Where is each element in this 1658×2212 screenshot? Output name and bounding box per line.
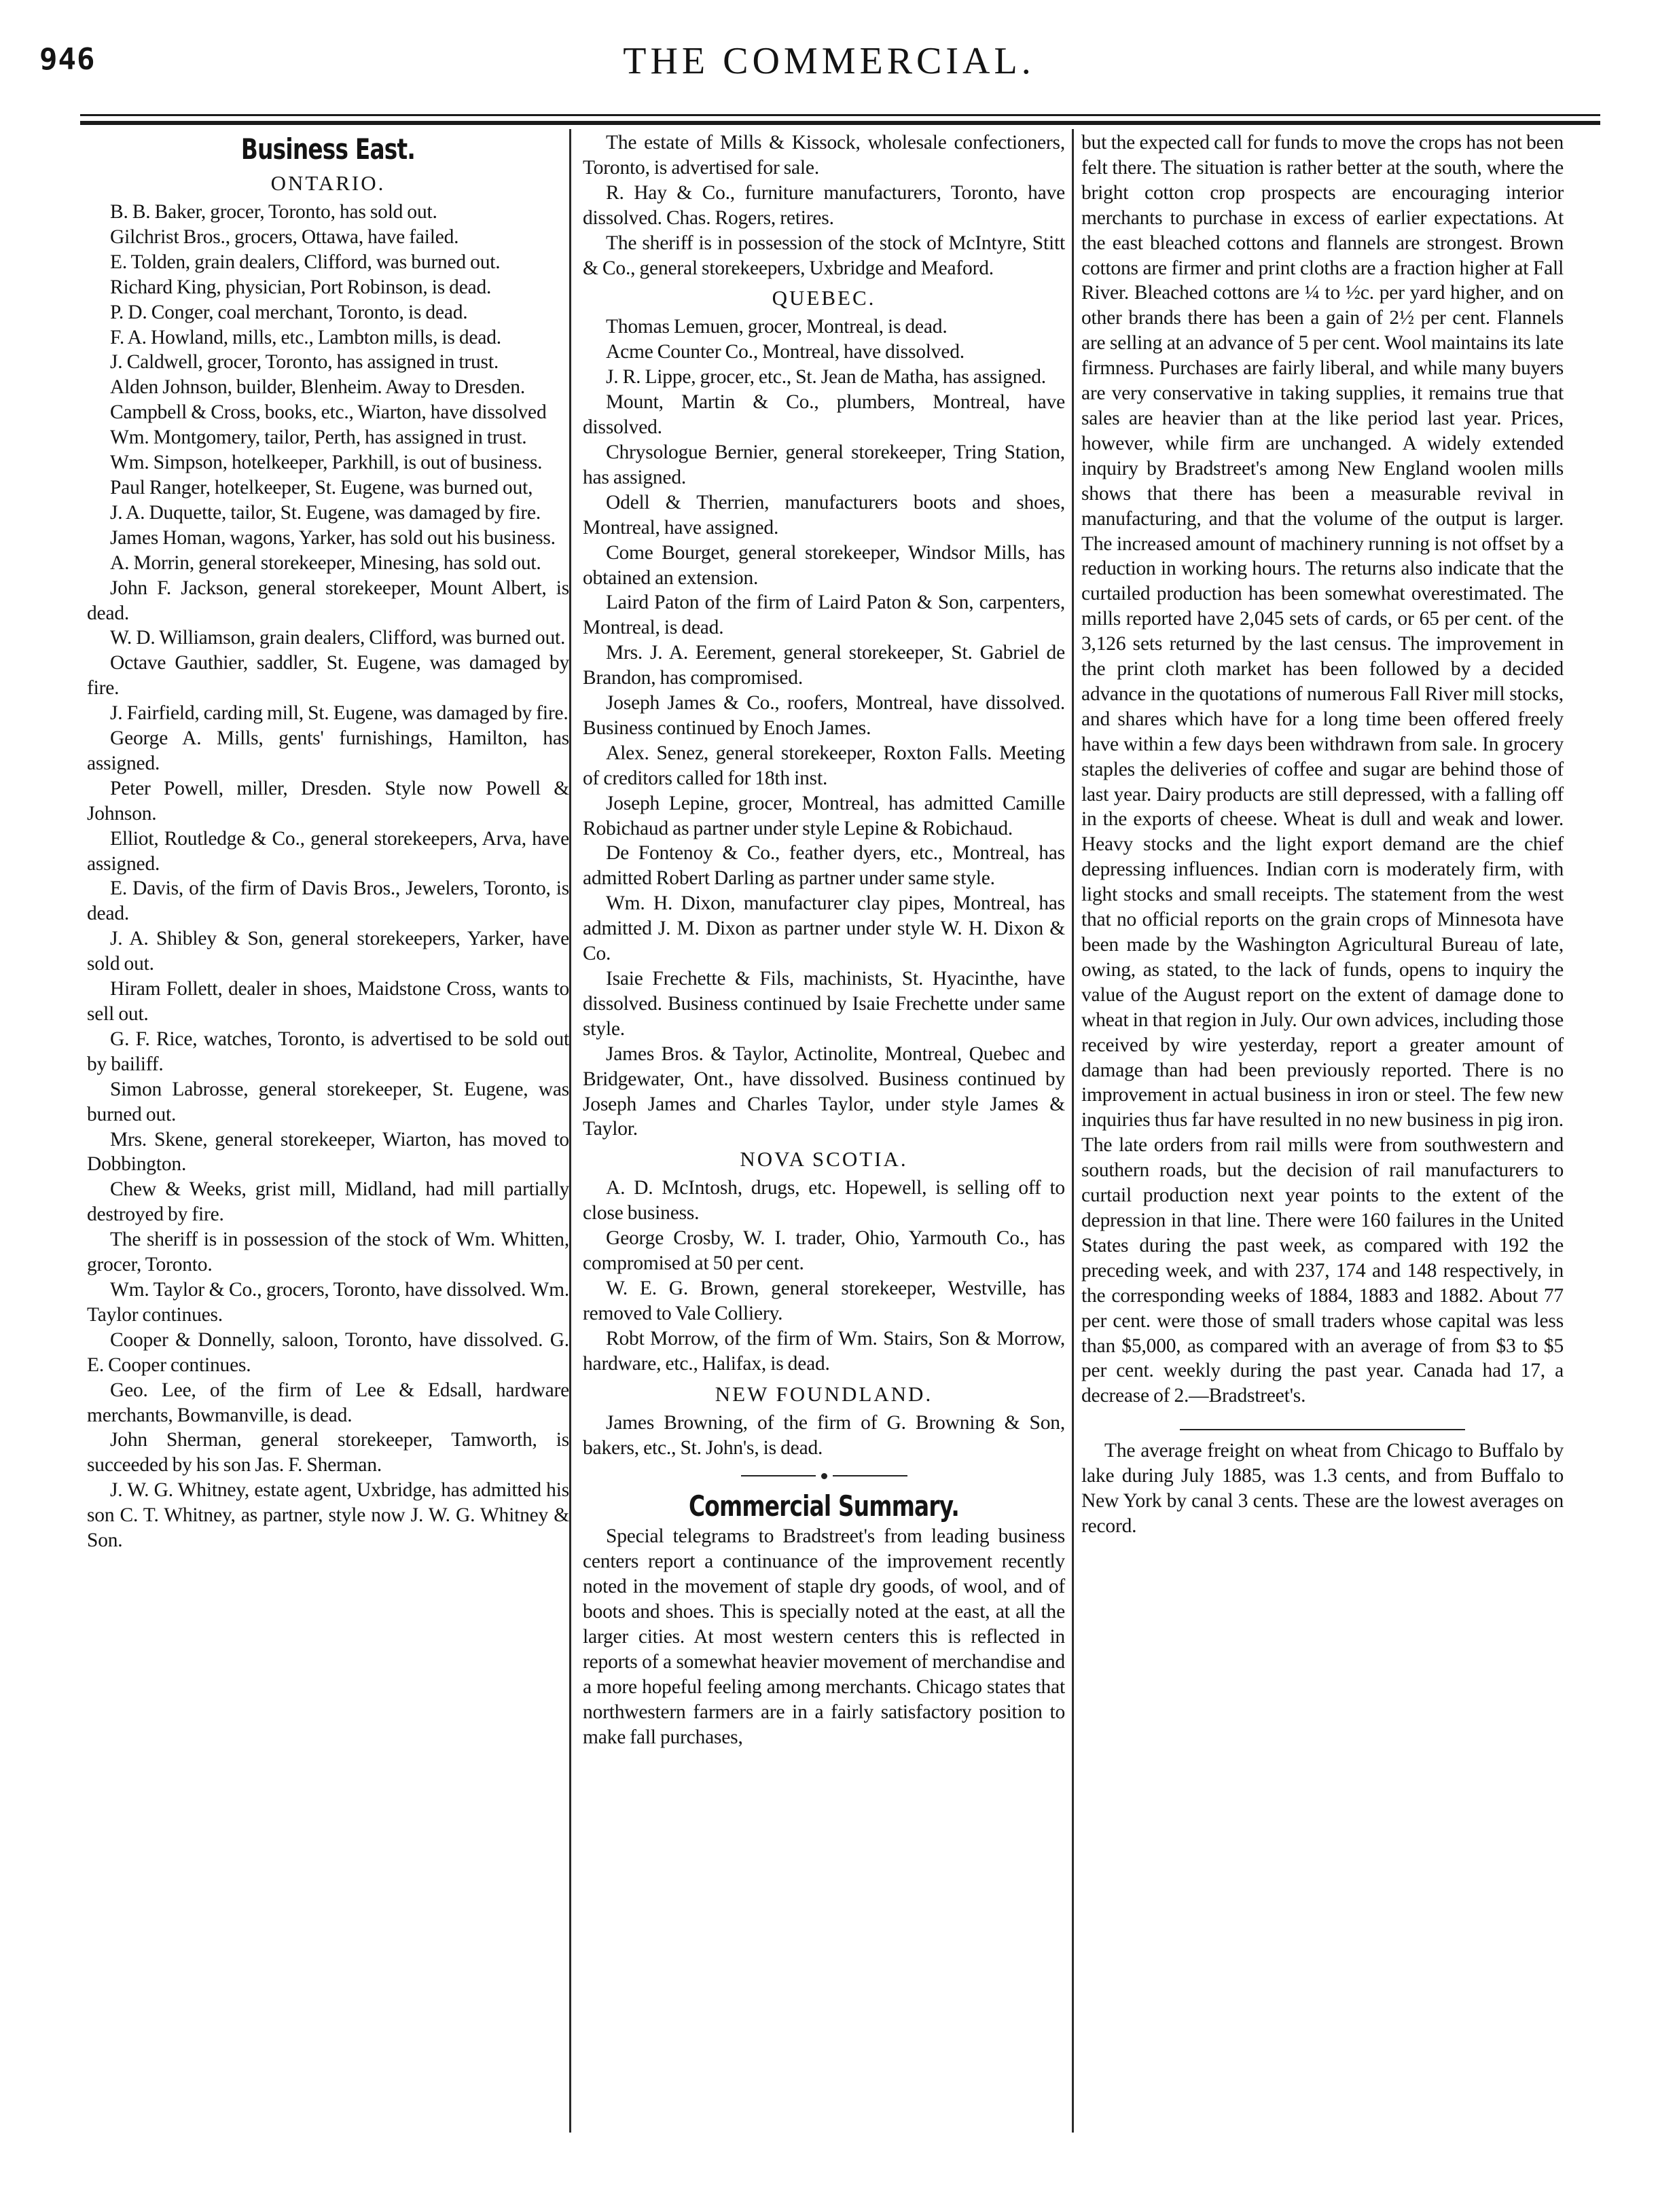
- list-item: Hiram Follett, dealer in shoes, Maidstone Cross, wants to sell out.: [87, 978, 569, 1025]
- nova-scotia-subheading: NOVA SCOTIA.: [740, 1147, 908, 1172]
- list-item: Joseph Lepine, grocer, Montreal, has admitted Camille Robichaud as partner under style Lepine & Robichaud.: [583, 792, 1065, 839]
- commercial-summary-text: Special telegrams to Bradstreet's from leading business centers report a continuance of the improvement recently noted in the movement of staple dry goods, of wool, and of boots and shoes. This is specially noted at the east, at all the larger cities. At most western centers this is reflected in reports of a somewhat heavier movement of merchandise and a more hopeful feeling among merchants. Chicago states that northwestern farmers are in a fairly satisfactory position to make fall purchases,: [583, 1525, 1065, 1748]
- list-item: George A. Mills, gents' furnishings, Hamilton, has assigned.: [87, 727, 569, 774]
- column-rule-2: [1072, 129, 1074, 2133]
- list-item: Odell & Therrien, manufacturers boots and shoes, Montreal, have assigned.: [583, 491, 1065, 539]
- list-item: J. A. Shibley & Son, general storekeepers, Yarker, have sold out.: [87, 928, 569, 975]
- list-item: J. Caldwell, grocer, Toronto, has assigned in trust.: [110, 351, 499, 374]
- list-item: J. W. G. Whitney, estate agent, Uxbridge, has admitted his son C. T. Whitney, as partner, style now J. W. G. Whitney & Son.: [87, 1479, 569, 1552]
- list-item: De Fontenoy & Co., feather dyers, etc., Montreal, has admitted Robert Darling as partner under same style.: [583, 842, 1065, 890]
- list-item: James Bros. & Taylor, Actinolite, Montreal, Quebec and Bridgewater, Ont., have dissolved. Business continued by Joseph James and Charles Taylor, under style James & Taylor.: [583, 1042, 1065, 1140]
- list-item: James Homan, wagons, Yarker, has sold out his business.: [110, 526, 556, 549]
- list-item: P. D. Conger, coal merchant, Toronto, is dead.: [110, 301, 468, 323]
- masthead-title: THE COMMERCIAL.: [623, 40, 1035, 82]
- list-item: Campbell & Cross, books, etc., Wiarton, have dissolved: [110, 401, 547, 424]
- list-item: Mount, Martin & Co., plumbers, Montreal, have dissolved.: [583, 391, 1065, 439]
- list-item: Joseph James & Co., roofers, Montreal, have dissolved. Business continued by Enoch James.: [583, 692, 1065, 739]
- list-item: Richard King, physician, Port Robinson, is dead.: [110, 276, 492, 298]
- newfoundland-subheading: NEW FOUNDLAND.: [715, 1381, 933, 1406]
- list-item: J. R. Lippe, grocer, etc., St. Jean de Matha, has assigned.: [606, 366, 1046, 388]
- list-item: John Sherman, general storekeeper, Tamworth, is succeeded by his son Jas. F. Sherman.: [87, 1429, 569, 1476]
- list-item: Wm. Simpson, hotelkeeper, Parkhill, is out of business.: [110, 452, 543, 474]
- list-item: Laird Paton of the firm of Laird Paton & Son, carpenters, Montreal, is dead.: [583, 592, 1065, 639]
- list-item: The sheriff is in possession of the stock of Wm. Whitten, grocer, Toronto.: [87, 1229, 569, 1276]
- list-item: Robt Morrow, of the firm of Wm. Stairs, Son & Morrow, hardware, etc., Halifax, is dead.: [583, 1327, 1065, 1375]
- list-item: Chrysologue Bernier, general storekeeper, Tring Station, has assigned.: [583, 441, 1065, 488]
- list-item: Isaie Frechette & Fils, machinists, St. Hyacinthe, have dissolved. Business continued by Isaie Frechette under same style.: [583, 968, 1065, 1040]
- freight-note: The average freight on wheat from Chicago to Buffalo by lake during July 1885, was 1.3 cents, and from Buffalo to New York by canal 3 cents. These are the lowest averages on record.: [1081, 1440, 1564, 1537]
- list-item: Mrs. J. A. Eerement, general storekeeper, St. Gabriel de Brandon, has compromised.: [583, 642, 1065, 689]
- list-item: Geo. Lee, of the firm of Lee & Edsall, hardware merchants, Bowmanville, is dead.: [87, 1379, 569, 1426]
- list-item: The sheriff is in possession of the stock of McIntyre, Stitt & Co., general storekeepers, Uxbridge and Meaford.: [583, 232, 1065, 279]
- list-item: J. Fairfield, carding mill, St. Eugene, was damaged by fire.: [110, 702, 569, 725]
- list-item: The estate of Mills & Kissock, wholesale confectioners, Toronto, is advertised for sale.: [583, 132, 1065, 179]
- list-item: Cooper & Donnelly, saloon, Toronto, have dissolved. G. E. Cooper continues.: [87, 1328, 569, 1376]
- list-item: Paul Ranger, hotelkeeper, St. Eugene, was burned out,: [110, 476, 533, 498]
- quebec-subheading: QUEBEC.: [772, 286, 876, 310]
- list-item: Peter Powell, miller, Dresden. Style now Powell & Johnson.: [87, 777, 569, 824]
- list-item: George Crosby, W. I. trader, Ohio, Yarmouth Co., has compromised at 50 per cent.: [583, 1227, 1065, 1275]
- list-item: W. D. Williamson, grain dealers, Clifford, was burned out.: [110, 627, 566, 649]
- nova-scotia-list: [583, 1176, 1065, 1376]
- list-item: Alex. Senez, general storekeeper, Roxton Falls. Meeting of creditors called for 18th inst.: [583, 742, 1065, 789]
- masthead-rule-thin: [80, 114, 1600, 116]
- list-item: F. A. Howland, mills, etc., Lambton mills, is dead.: [110, 326, 501, 348]
- separator-rule: [1180, 1429, 1465, 1430]
- list-item: E. Davis, of the firm of Davis Bros., Jewelers, Toronto, is dead.: [87, 877, 569, 925]
- section-ornament: [583, 1464, 1065, 1487]
- list-item: E. Tolden, grain dealers, Clifford, was burned out.: [110, 251, 501, 273]
- ontario-subheading: ONTARIO.: [270, 171, 386, 195]
- list-item: Wm. Taylor & Co., grocers, Toronto, have dissolved. Wm. Taylor continues.: [87, 1278, 569, 1326]
- ontario-list-continued: [583, 130, 1065, 280]
- list-item: G. F. Rice, watches, Toronto, is advertised to be sold out by bailiff.: [87, 1028, 569, 1075]
- newfoundland-list: [583, 1411, 1065, 1461]
- list-item: Come Bourget, general storekeeper, Windsor Mills, has obtained an extension.: [583, 541, 1065, 589]
- list-item: J. A. Duquette, tailor, St. Eugene, was damaged by fire.: [110, 501, 541, 524]
- list-item: A. Morrin, general storekeeper, Minesing, has sold out.: [110, 551, 541, 574]
- list-item: B. B. Baker, grocer, Toronto, has sold out.: [110, 201, 437, 223]
- list-item: Octave Gauthier, saddler, St. Eugene, was damaged by fire.: [87, 652, 569, 700]
- list-item: Mrs. Skene, general storekeeper, Wiarton, has moved to Dobbington.: [87, 1128, 569, 1176]
- list-item: W. E. G. Brown, general storekeeper, Westville, has removed to Vale Colliery.: [583, 1277, 1065, 1324]
- list-item: Alden Johnson, builder, Blenheim. Away to Dresden.: [110, 376, 525, 399]
- column-rule-1: [569, 129, 571, 2133]
- ontario-list: [87, 200, 569, 1553]
- column-2: [583, 130, 1065, 1750]
- column-3: [1081, 130, 1564, 1539]
- page-number: 946: [39, 42, 96, 77]
- commercial-summary-continued: but the expected call for funds to move the crops has not been felt there. The situation is rather better at the south, where the bright cotton crop prospects are encouraging interior merchants to purchase in excess of earlier expectations. At the east bleached cottons and flannels are strongest. Brown cottons are firmer and print cloths are a fraction higher at Fall River. Bleached cottons are ¼ to ½c. per yard higher, and on other brands there has been a gain of 2½ per cent. Flannels are selling at an advance of 5 per cent. Wool maintains its late firmness. Purchases are fairly liberal, and while many buyers are very conservative in taking supplies, it remains true that sales are heavier than at the like period last year. Prices, however, while firm are unchanged. A widely extended inquiry by Bradstreet's among New England woolen mills shows that there has been a measurable revival in manufacturing, and that the volume of the output is larger. The increased amount of machinery running is not offset by a reduction in working hours. The returns also indicate that the curtailed production has been somewhat overestimated. The mills reported have 2,045 sets of cards, or 65 per cent. of the 3,126 sets returned by the last census. The improvement in the print cloth market has been followed by a decided advance in the quotations of numerous Fall River mill stocks, and shares which have for a long time been offered freely have within a few days been withdrawn from sale. In grocery staples the deliveries of coffee and sugar are behind those of last year. Dairy products are still depressed, with a falling off in the exports of cheese. Wheat is dull and weak and lower. Heavy stocks and the light export demand are the chief depressing influences. Indian corn is moderately firm, with light stocks and small receipts. The statement from the west that no official reports on the grain crops of Minnesota have been made by the Washington Agricultural Bureau of late, owing, as stated, to the lack of funds, opens to inquiry the value of the August report on the extent of damage done to wheat in that region in July. Our own advices, including those received by wire yesterday, report a greater amount of damage than had been previously reported. There is no improvement in actual business in iron or steel. The few new inquiries thus far have resulted in no new business in pig iron. The late orders from rail mills were from southwestern and southern roads, but the decision of rail manufacturers to curtail production next year points to the extent of the depression in that line. There were 160 failures in the United States during the past week, as compared with 192 the preceding week, and with 237, 174 and 148 respectively, in the corresponding weeks of 1884, 1883 and 1882. About 77 per cent. were those of small traders whose capital was less than $5,000, as compared with an average of from $3 to $5 per cent. weekly during the past year. Canada had 17, a decrease of 2.—Bradstreet's.: [1081, 132, 1564, 1407]
- list-item: James Browning, of the firm of G. Browning & Son, bakers, etc., St. John's, is dead.: [583, 1411, 1065, 1459]
- quebec-list: [583, 314, 1065, 1142]
- list-item: A. D. McIntosh, drugs, etc. Hopewell, is selling off to close business.: [583, 1177, 1065, 1225]
- list-item: R. Hay & Co., furniture manufacturers, Toronto, have dissolved. Chas. Rogers, retires.: [583, 181, 1065, 229]
- masthead-rule-thick: [80, 121, 1600, 125]
- list-item: Simon Labrosse, general storekeeper, St. Eugene, was burned out.: [87, 1078, 569, 1125]
- list-item: Gilchrist Bros., grocers, Ottawa, have failed.: [110, 225, 459, 248]
- list-item: Acme Counter Co., Montreal, have dissolved.: [606, 341, 965, 363]
- list-item: Thomas Lemuen, grocer, Montreal, is dead.: [606, 316, 948, 338]
- list-item: Wm. Montgomery, tailor, Perth, has assigned in trust.: [110, 427, 527, 449]
- list-item: Elliot, Routledge & Co., general storekeepers, Arva, have assigned.: [87, 827, 569, 875]
- column-1: [87, 130, 569, 1553]
- commercial-summary-heading: Commercial Summary.: [688, 1489, 959, 1523]
- business-east-heading: Business East.: [240, 132, 416, 166]
- list-item: Wm. H. Dixon, manufacturer clay pipes, Montreal, has admitted J. M. Dixon as partner under style W. H. Dixon & Co.: [583, 892, 1065, 965]
- list-item: Chew & Weeks, grist mill, Midland, had mill partially destroyed by fire.: [87, 1178, 569, 1226]
- list-item: John F. Jackson, general storekeeper, Mount Albert, is dead.: [87, 577, 569, 624]
